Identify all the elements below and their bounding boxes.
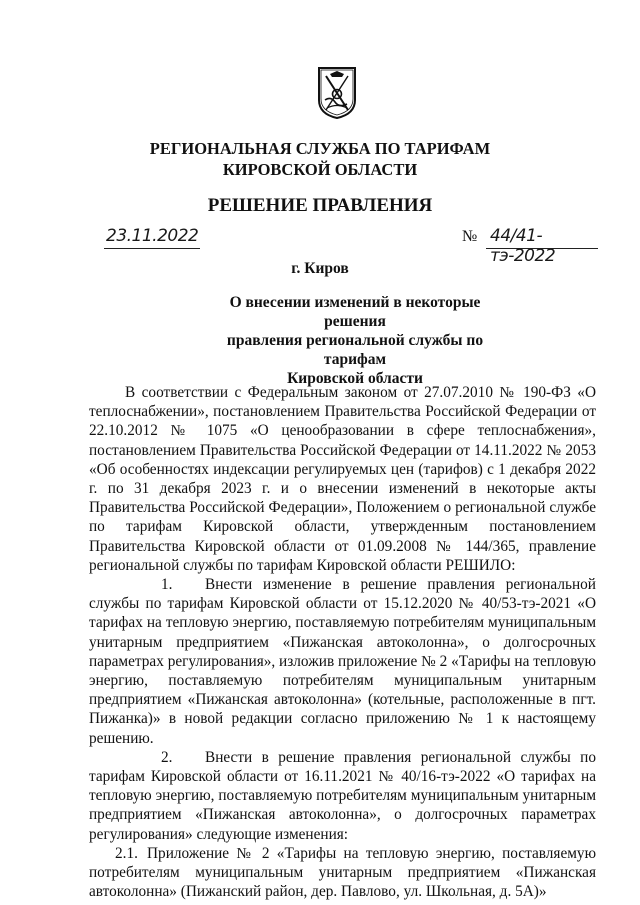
- item-2-text: Внести в решение правления региональной службы по тарифам Кировской области от 16.11.2021 № 40/16-тэ-2022 «О тарифах на тепловую энергию, поставляемую потребителям муниципальным унитарным предприятием «Пижанская автоколонна», о долгосрочных параметрах регулирования» следующие изменения:: [89, 748, 596, 843]
- item-2-1-number: 2.1.: [115, 844, 138, 862]
- item-2-1-text: Приложение № 2 «Тарифы на тепловую энергию, поставляемую потребителям муниципальным унитарным предприятием «Пижанская автоколонна» (Пижанский район, дер. Павлово, ул. Школьная, д. 5А)»: [89, 844, 596, 901]
- item-1-paragraph: [89, 575, 596, 748]
- handwritten-number: 44/41-тэ-2022: [490, 226, 556, 266]
- number-field: [486, 226, 598, 266]
- date-field: [104, 226, 200, 249]
- item-2-1-paragraph: [89, 844, 596, 902]
- subject-line1: О внесении изменений в некоторые решения: [229, 294, 481, 330]
- handwritten-date: 23.11.2022: [106, 226, 199, 246]
- document-body: [89, 383, 596, 901]
- subject-line2: правления региональной службы по тарифам: [226, 332, 484, 368]
- number-label: №: [462, 228, 478, 245]
- item-1-text: Внести изменение в решение правления региональной службы по тарифам Кировской области от 15.12.2020 № 40/53-тэ-2021 «О тарифах на тепловую энергию, поставляемую потребителям муниципальным унитарным предприятием «Пижанская автоколонна», о долгосрочных параметрах регулирования», изложив приложение № 2 «Тарифы на тепловую энергию, поставляемую потребителям муниципальным унитарным предприятием «Пижанская автоколонна» (котельные, расположенные в пгт. Пижанка)» в новой редакции согласно приложению № 1 к настоящему решению.: [89, 576, 596, 747]
- document-type-title: РЕШЕНИЕ ПРАВЛЕНИЯ: [207, 195, 433, 216]
- preamble-paragraph: В соответствии с Федеральным законом от 27.07.2010 № 190-ФЗ «О теплоснабжении», постановлением Правительства Российской Федерации от 22.10.2012 № 1075 «О ценообразовании в сфере теплоснабжения», постановлением Правительства Российской Федерации от 14.11.2022 № 2053 «Об особенностях индексации регулируемых цен (тарифов) с 1 декабря 2022 г. по 31 декабря 2023 г. и о внесении изменений в некоторые акты Правительства Российской Федерации», Положением о региональной службе по тарифам Кировской области, утвержденным постановлением Правительства Кировской области от 01.09.2008 № 144/365, правление региональной службы по тарифам Кировской области РЕШИЛО:: [89, 384, 596, 574]
- coat-of-arms-icon: [317, 66, 357, 120]
- org-name-line2: КИРОВСКОЙ ОБЛАСТИ: [222, 160, 418, 179]
- item-2-number: 2.: [161, 748, 173, 766]
- org-name-line1: РЕГИОНАЛЬНАЯ СЛУЖБА ПО ТАРИФАМ: [149, 139, 491, 158]
- city-label: г. Киров: [291, 260, 349, 277]
- item-2-paragraph: [89, 748, 596, 844]
- subject-line3: Кировской области: [287, 370, 423, 387]
- document-subject: [200, 293, 510, 388]
- item-1-number: 1.: [161, 576, 173, 594]
